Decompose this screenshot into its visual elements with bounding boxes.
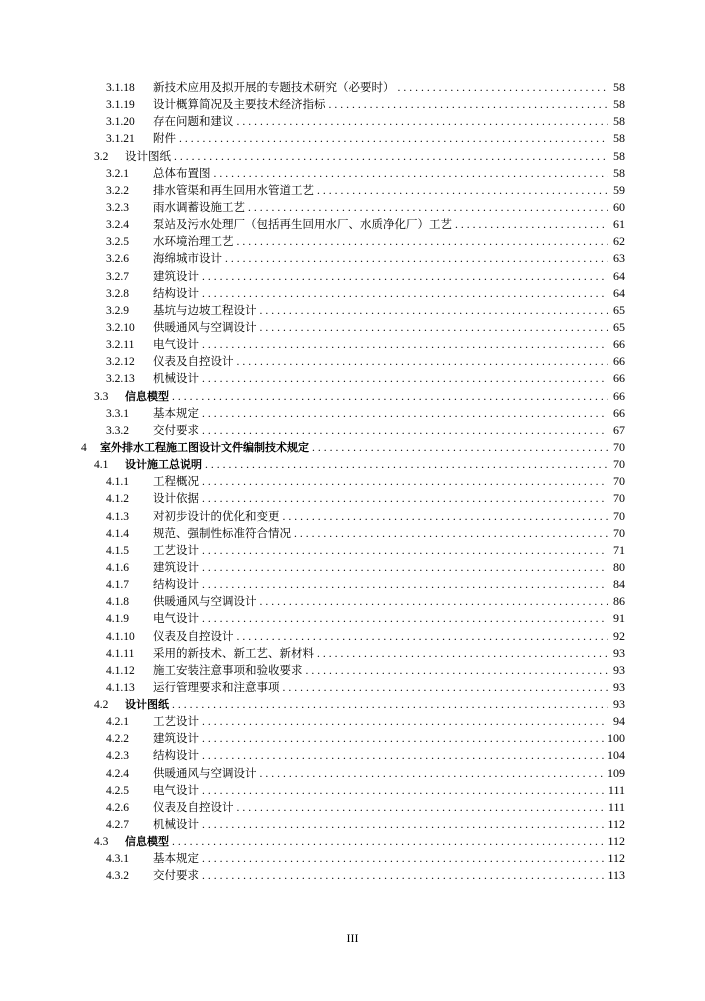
toc-entry-page: 70 [613, 491, 625, 506]
toc-dot-leader [283, 680, 609, 697]
toc-entry[interactable] [0, 285, 705, 302]
toc-entry[interactable] [0, 268, 705, 285]
toc-entry[interactable] [0, 713, 705, 730]
toc-entry-title: 建筑设计 [153, 559, 199, 574]
toc-entry[interactable] [0, 799, 705, 816]
toc-entry-title: 工艺设计 [153, 542, 199, 557]
toc-entry[interactable] [0, 662, 705, 679]
toc-entry-number: 4.2 [94, 699, 109, 712]
toc-entry-title: 水环境治理工艺 [153, 234, 234, 249]
toc-dot-leader [294, 526, 608, 543]
toc-entry-page: 104 [607, 748, 625, 763]
toc-entry-number: 4.1.1 [106, 476, 129, 489]
toc-entry-number: 4.2.5 [106, 784, 129, 797]
toc-dot-leader [202, 611, 608, 628]
toc-entry[interactable] [0, 199, 705, 216]
toc-entry[interactable] [0, 405, 705, 422]
toc-entry-page: 100 [607, 731, 625, 746]
toc-entry-title: 结构设计 [153, 577, 199, 592]
toc-dot-leader [202, 286, 608, 303]
toc-entry-page: 60 [613, 199, 625, 214]
toc-entry-title: 基坑与边坡工程设计 [153, 302, 257, 317]
toc-dot-leader [202, 817, 604, 834]
toc-dot-leader [237, 234, 609, 251]
toc-entry-number: 4.1.12 [106, 664, 135, 677]
toc-entry-page: 80 [613, 559, 625, 574]
toc-entry-number: 4.1.4 [106, 527, 129, 540]
toc-entry-number: 4.1.9 [106, 613, 129, 626]
toc-entry-title: 仪表及自控设计 [153, 799, 234, 814]
toc-entry-page: 94 [613, 714, 625, 729]
toc-entry-title: 基本规定 [153, 851, 199, 866]
toc-entry-page: 86 [613, 594, 625, 609]
toc-entry-page: 113 [607, 868, 625, 883]
toc-dot-leader [317, 183, 608, 200]
toc-entry-number: 3.2.8 [106, 287, 129, 300]
toc-dot-leader [237, 800, 605, 817]
toc-entry-page: 59 [613, 182, 625, 197]
toc-entry-number: 4.2.1 [106, 716, 129, 729]
toc-entry-number: 4.2.6 [106, 801, 129, 814]
toc-entry-title: 建筑设计 [153, 268, 199, 283]
toc-entry-title: 海绵城市设计 [153, 251, 222, 266]
toc-entry[interactable] [0, 319, 705, 336]
toc-entry[interactable] [0, 250, 705, 267]
toc-entry[interactable] [0, 867, 705, 884]
toc-entry[interactable] [0, 747, 705, 764]
toc-entry-number: 4.1.5 [106, 544, 129, 557]
toc-dot-leader [202, 560, 608, 577]
toc-entry-title: 信息模型 [125, 389, 169, 403]
toc-entry-number: 3.1.21 [106, 133, 135, 146]
toc-entry-number: 4.3 [94, 836, 109, 849]
toc-entry-title: 结构设计 [153, 748, 199, 763]
toc-entry-page: 66 [613, 371, 625, 386]
toc-dot-leader [202, 748, 604, 765]
toc-entry-number: 3.3.1 [106, 407, 129, 420]
toc-entry-title: 新技术应用及拟开展的专题技术研究（必要时） [153, 80, 395, 94]
toc-entry-page: 71 [613, 542, 625, 557]
toc-entry[interactable] [0, 559, 705, 576]
toc-entry[interactable] [0, 593, 705, 610]
toc-entry[interactable] [0, 628, 705, 645]
toc-entry-title: 电气设计 [153, 782, 199, 797]
toc-entry-page: 112 [607, 834, 625, 849]
toc-entry-number: 3.2 [94, 150, 109, 163]
toc-entry-title: 对初步设计的优化和变更 [153, 508, 280, 523]
toc-entry-title: 供暖通风与空调设计 [153, 594, 257, 609]
toc-entry-page: 91 [613, 611, 625, 626]
toc-entry-title: 运行管理要求和注意事项 [153, 679, 280, 694]
toc-entry-number: 4.1.10 [106, 630, 135, 643]
toc-entry-page: 112 [607, 817, 625, 832]
toc-entry[interactable] [0, 645, 705, 662]
toc-entry-page: 111 [607, 782, 625, 797]
toc-entry-page: 58 [613, 131, 625, 146]
toc-dot-leader [237, 114, 609, 131]
toc-entry-title: 设计施工总说明 [125, 458, 202, 472]
toc-entry-title: 供暖通风与空调设计 [153, 765, 257, 780]
toc-dot-leader [172, 834, 604, 851]
toc-entry-page: 58 [613, 97, 625, 112]
toc-dot-leader [202, 337, 608, 354]
toc-entry-title: 设计概算简况及主要技术经济指标 [153, 97, 326, 112]
toc-entry-page: 61 [613, 217, 625, 232]
toc-entry-number: 4.1 [94, 459, 109, 472]
toc-entry-title: 机械设计 [153, 371, 199, 386]
toc-entry[interactable] [0, 576, 705, 593]
toc-entry-title: 设计依据 [153, 491, 199, 506]
toc-entry[interactable] [0, 388, 705, 405]
toc-entry-title: 仪表及自控设计 [153, 628, 234, 643]
toc-entry-number: 3.2.11 [106, 339, 135, 352]
toc-entry[interactable] [0, 353, 705, 370]
toc-entry-title: 设计图纸 [125, 148, 171, 163]
toc-dot-leader [225, 251, 608, 268]
toc-entry-page: 70 [613, 525, 625, 540]
toc-entry[interactable] [0, 182, 705, 199]
toc-entry-title: 总体布置图 [153, 165, 211, 180]
toc-entry-number: 3.1.20 [106, 116, 135, 129]
toc-entry[interactable] [0, 233, 705, 250]
toc-dot-leader [202, 577, 608, 594]
toc-entry[interactable] [0, 302, 705, 319]
toc-entry-page: 58 [613, 165, 625, 180]
toc-dot-leader [202, 868, 604, 885]
toc-entry-title: 采用的新技术、新工艺、新材料 [153, 645, 314, 660]
toc-entry-number: 3.2.3 [106, 201, 129, 214]
toc-entry[interactable] [0, 679, 705, 696]
toc-entry-number: 4.2.7 [106, 819, 129, 832]
toc-entry-title: 室外排水工程施工图设计文件编制技术规定 [100, 440, 309, 454]
toc-entry-number: 3.2.12 [106, 356, 135, 369]
toc-entry-number: 3.2.2 [106, 184, 129, 197]
toc-entry[interactable] [0, 696, 705, 713]
toc-entry[interactable] [0, 96, 705, 113]
toc-dot-leader [260, 766, 605, 783]
toc-entry-page: 93 [613, 662, 625, 677]
toc-entry-number: 4 [81, 441, 87, 454]
toc-entry-number: 4.1.2 [106, 493, 129, 506]
toc-entry-number: 4.2.4 [106, 767, 129, 780]
toc-dot-leader [306, 663, 609, 680]
toc-entry-number: 4.1.8 [106, 596, 129, 609]
toc-entry-page: 66 [613, 388, 625, 403]
toc-entry-page: 111 [607, 799, 625, 814]
toc-dot-leader [237, 629, 609, 646]
toc-entry-number: 4.2.2 [106, 733, 129, 746]
toc-dot-leader [329, 97, 609, 114]
toc-entry-page: 64 [613, 268, 625, 283]
toc-dot-leader [248, 200, 608, 217]
toc-dot-leader [205, 457, 608, 474]
toc-dot-leader [202, 491, 608, 508]
toc-entry-number: 3.1.18 [106, 82, 135, 94]
toc-entry-page: 93 [613, 645, 625, 660]
toc-entry-page: 67 [613, 422, 625, 437]
toc-entry[interactable] [0, 850, 705, 867]
toc-entry[interactable] [0, 508, 705, 525]
toc-entry-title: 电气设计 [153, 611, 199, 626]
toc-entry-title: 工程概况 [153, 474, 199, 489]
toc-entry-number: 3.2.9 [106, 304, 129, 317]
toc-dot-leader [202, 423, 608, 440]
toc-entry-title: 设计图纸 [125, 698, 169, 712]
toc-dot-leader [260, 303, 609, 320]
toc-entry-page: 58 [613, 114, 625, 129]
toc-entry[interactable] [0, 216, 705, 233]
toc-dot-leader [398, 80, 609, 97]
toc-entry-page: 66 [613, 337, 625, 352]
toc-entry-page: 93 [613, 697, 625, 712]
toc-entry-page: 58 [613, 148, 625, 163]
toc-dot-leader [202, 371, 608, 388]
toc-entry[interactable] [0, 610, 705, 627]
toc-entry[interactable] [0, 439, 705, 456]
toc-entry-title: 工艺设计 [153, 714, 199, 729]
toc-dot-leader [317, 646, 608, 663]
toc-entry[interactable] [0, 422, 705, 439]
toc-entry-page: 84 [613, 577, 625, 592]
toc-dot-leader [260, 594, 609, 611]
toc-dot-leader [202, 269, 608, 286]
toc-entry-title: 信息模型 [125, 835, 169, 849]
toc-entry-title: 供暖通风与空调设计 [153, 319, 257, 334]
toc-entry-page: 63 [613, 251, 625, 266]
toc-entry-page: 109 [607, 765, 625, 780]
toc-entry-number: 3.2.13 [106, 373, 135, 386]
toc-dot-leader [202, 731, 604, 748]
toc-dot-leader [202, 543, 608, 560]
toc-entry[interactable] [0, 113, 705, 130]
toc-dot-leader [214, 166, 609, 183]
toc-entry-number: 3.2.7 [106, 270, 129, 283]
toc-entry-page: 70 [613, 474, 625, 489]
toc-entry[interactable] [0, 765, 705, 782]
toc-entry-title: 交付要求 [153, 422, 199, 437]
toc-entry-title: 基本规定 [153, 405, 199, 420]
toc-entry[interactable] [0, 473, 705, 490]
toc-entry[interactable] [0, 79, 705, 96]
toc-entry[interactable] [0, 148, 705, 165]
toc-entry-title: 机械设计 [153, 817, 199, 832]
toc-entry-number: 3.2.10 [106, 321, 135, 334]
toc-entry-title: 仪表及自控设计 [153, 354, 234, 369]
toc-entry-page: 92 [613, 628, 625, 643]
toc-entry[interactable] [0, 370, 705, 387]
toc-entry-title: 存在问题和建议 [153, 114, 234, 129]
toc-dot-leader [283, 509, 609, 526]
toc-entry-title: 结构设计 [153, 285, 199, 300]
toc-entry-number: 3.2.4 [106, 219, 129, 232]
toc-entry-title: 排水管渠和再生回用水管道工艺 [153, 182, 314, 197]
toc-entry-number: 3.1.19 [106, 99, 135, 112]
toc-entry-page: 70 [613, 457, 625, 472]
toc-entry-page: 65 [613, 319, 625, 334]
toc-entry-page: 64 [613, 285, 625, 300]
toc-entry-number: 3.3.2 [106, 424, 129, 437]
toc-dot-leader [174, 149, 608, 166]
toc-entry-title: 建筑设计 [153, 731, 199, 746]
toc-dot-leader [237, 354, 609, 371]
toc-entry-number: 4.1.3 [106, 510, 129, 523]
toc-entry-title: 施工安装注意事项和验收要求 [153, 662, 303, 677]
toc-entry[interactable] [0, 525, 705, 542]
toc-dot-leader [202, 851, 604, 868]
toc-dot-leader [202, 474, 608, 491]
toc-entry-title: 雨水调蓄设施工艺 [153, 199, 245, 214]
toc-entry-number: 4.1.13 [106, 681, 135, 694]
toc-entry-number: 4.3.1 [106, 853, 129, 866]
toc-entry-number: 3.3 [94, 390, 109, 403]
toc-entry[interactable] [0, 165, 705, 182]
toc-entry-title: 规范、强制性标准符合情况 [153, 525, 291, 540]
toc-entry-page: 93 [613, 679, 625, 694]
toc-entry-number: 4.1.11 [106, 647, 135, 660]
toc-dot-leader [260, 320, 609, 337]
toc-entry-number: 3.2.1 [106, 167, 129, 180]
toc-entry-page: 62 [613, 234, 625, 249]
page-number: III [346, 931, 359, 945]
toc-entry-page: 58 [613, 80, 625, 94]
toc-entry-number: 4.1.6 [106, 561, 129, 574]
toc-dot-leader [455, 217, 608, 234]
toc-entry[interactable] [0, 130, 705, 147]
toc-entry-number: 4.1.7 [106, 579, 129, 592]
toc-entry-page: 66 [613, 354, 625, 369]
toc-entry[interactable] [0, 490, 705, 507]
toc-entry[interactable] [0, 833, 705, 850]
toc-entry-number: 4.2.3 [106, 750, 129, 763]
toc-dot-leader [172, 389, 608, 406]
toc-entry-number: 4.3.2 [106, 870, 129, 883]
toc-entry-title: 电气设计 [153, 337, 199, 352]
toc-entry[interactable] [0, 542, 705, 559]
toc-dot-leader [179, 131, 608, 148]
toc-dot-leader [202, 783, 605, 800]
toc-dot-leader [202, 406, 608, 423]
toc-entry-page: 70 [613, 508, 625, 523]
toc-entry-title: 交付要求 [153, 868, 199, 883]
toc-entry-number: 3.2.5 [106, 236, 129, 249]
toc-entry[interactable] [0, 782, 705, 799]
table-of-contents [0, 79, 705, 885]
toc-entry-page: 70 [613, 439, 625, 454]
toc-entry[interactable] [0, 336, 705, 353]
toc-entry[interactable] [0, 456, 705, 473]
toc-entry-page: 112 [607, 851, 625, 866]
toc-entry-title: 泵站及污水处理厂（包括再生回用水厂、水质净化厂）工艺 [153, 217, 452, 232]
toc-dot-leader [312, 440, 608, 457]
toc-entry-page: 65 [613, 302, 625, 317]
toc-dot-leader [202, 714, 608, 731]
toc-entry-title: 附件 [153, 131, 176, 146]
toc-dot-leader [172, 697, 608, 714]
toc-entry[interactable] [0, 816, 705, 833]
toc-entry-page: 66 [613, 405, 625, 420]
toc-entry[interactable] [0, 730, 705, 747]
toc-entry-number: 3.2.6 [106, 253, 129, 266]
